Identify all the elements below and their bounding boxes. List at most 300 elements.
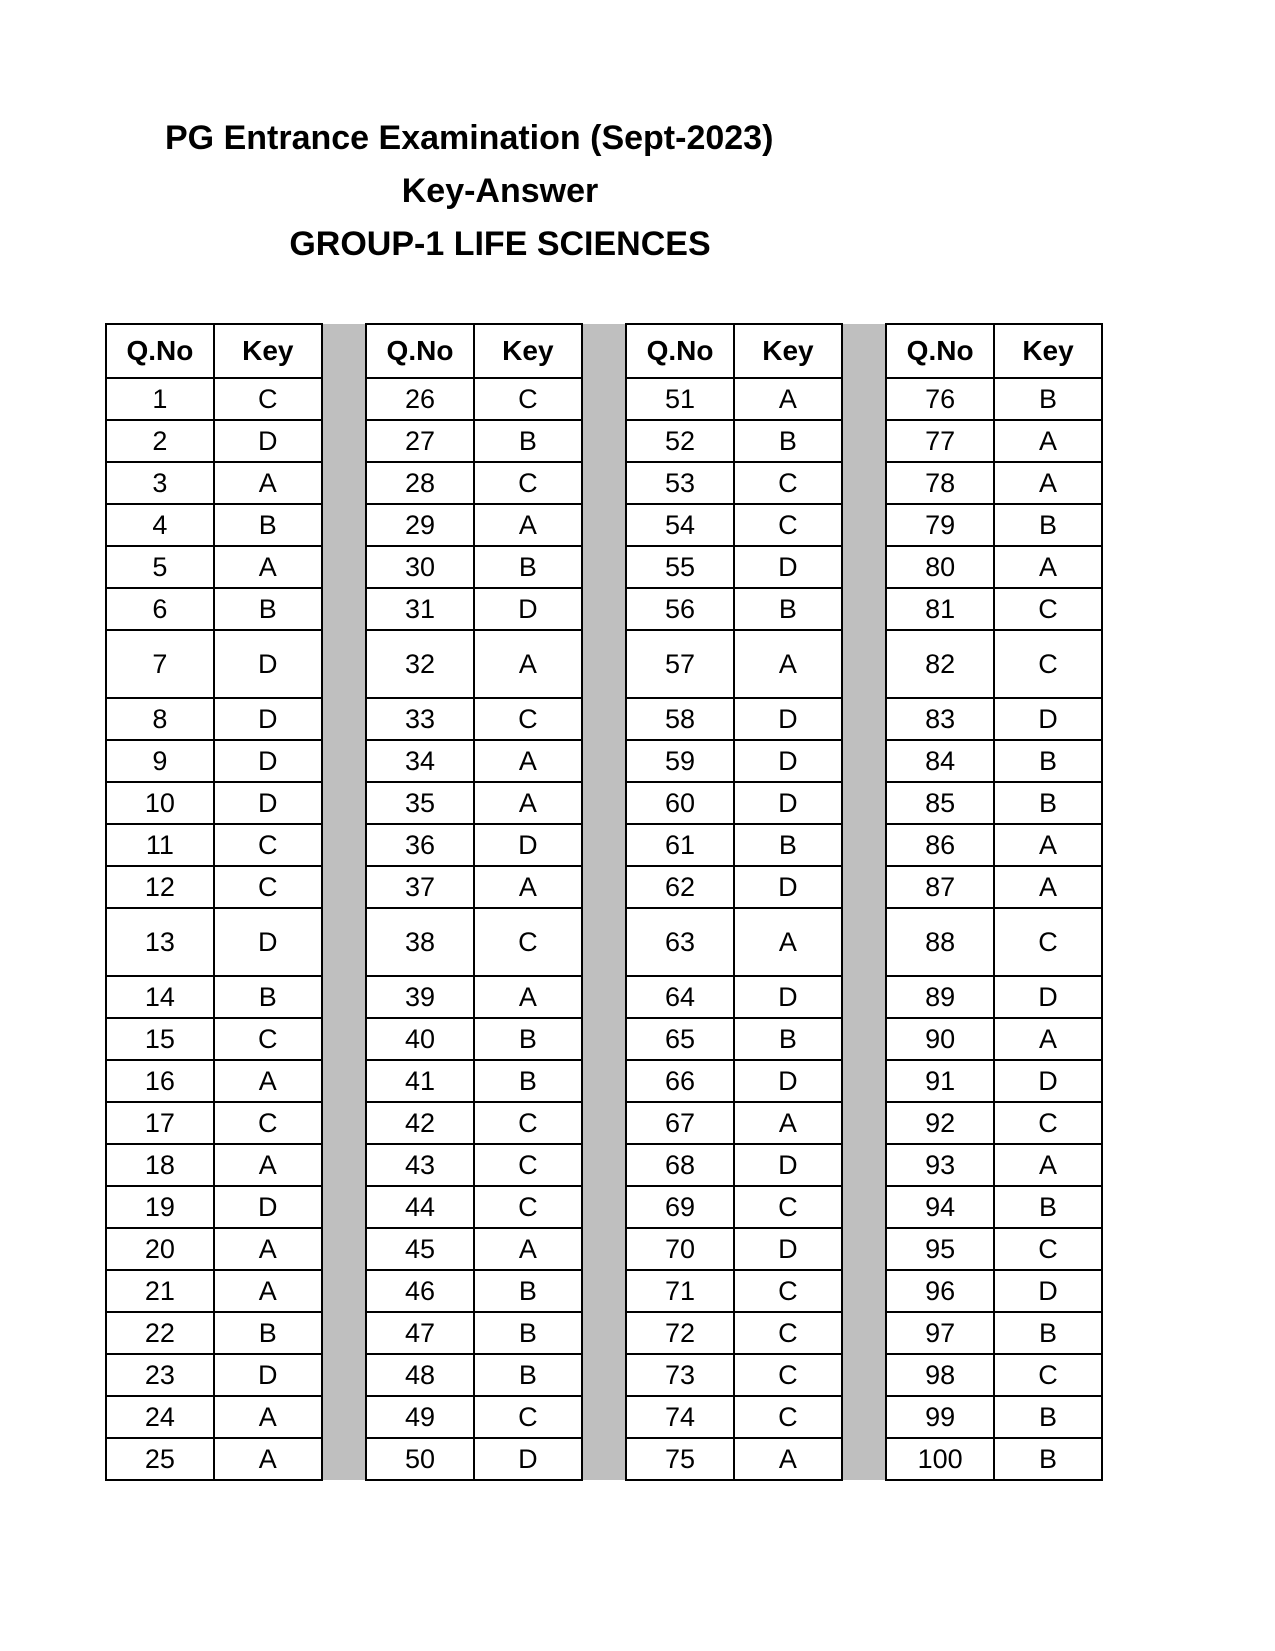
answer-key-cell: C [474,462,582,504]
column-gap [582,1144,626,1186]
column-gap [582,1018,626,1060]
question-number-cell: 59 [626,740,734,782]
column-gap [322,1354,366,1396]
question-number-cell: 72 [626,1312,734,1354]
question-number-cell: 57 [626,630,734,698]
answer-key-cell: B [994,1186,1102,1228]
answer-key-cell: D [214,1186,322,1228]
question-number-cell: 99 [886,1396,994,1438]
column-gap [322,740,366,782]
column-header-qno: Q.No [886,324,994,378]
answer-key-cell: D [734,866,842,908]
answer-key-cell: B [474,1312,582,1354]
question-number-cell: 32 [366,630,474,698]
question-number-cell: 24 [106,1396,214,1438]
answer-key-cell: A [214,1396,322,1438]
question-number-cell: 97 [886,1312,994,1354]
question-number-cell: 15 [106,1018,214,1060]
column-gap [322,324,366,378]
table-row [106,630,1102,698]
question-number-cell: 27 [366,420,474,462]
question-number-cell: 56 [626,588,734,630]
question-number-cell: 19 [106,1186,214,1228]
answer-key-cell: A [994,462,1102,504]
question-number-cell: 91 [886,1060,994,1102]
column-gap [842,698,886,740]
answer-key-cell: A [474,1228,582,1270]
column-gap [582,324,626,378]
answer-key-cell: A [474,866,582,908]
column-gap [322,1438,366,1480]
question-number-cell: 67 [626,1102,734,1144]
question-number-cell: 8 [106,698,214,740]
answer-key-cell: D [734,1144,842,1186]
column-gap [322,1186,366,1228]
answer-key-cell: A [734,378,842,420]
answer-key-cell: A [214,1270,322,1312]
table-row [106,546,1102,588]
column-gap [842,740,886,782]
question-number-cell: 75 [626,1438,734,1480]
table-header-row [106,324,1102,378]
column-gap [582,1228,626,1270]
column-header-key: Key [994,324,1102,378]
question-number-cell: 11 [106,824,214,866]
answer-key-cell: C [734,1270,842,1312]
question-number-cell: 83 [886,698,994,740]
answer-key-cell: A [734,1438,842,1480]
answer-key-cell: B [994,782,1102,824]
question-number-cell: 41 [366,1060,474,1102]
question-number-cell: 71 [626,1270,734,1312]
table-row [106,588,1102,630]
answer-key-cell: C [734,1312,842,1354]
column-gap [582,782,626,824]
column-gap [582,420,626,462]
table-row [106,1354,1102,1396]
column-gap [322,504,366,546]
document-subtitle: Key-Answer [401,172,599,210]
question-number-cell: 42 [366,1102,474,1144]
question-number-cell: 37 [366,866,474,908]
table-row [106,1396,1102,1438]
question-number-cell: 95 [886,1228,994,1270]
column-gap [582,1186,626,1228]
question-number-cell: 74 [626,1396,734,1438]
table-row [106,866,1102,908]
question-number-cell: 92 [886,1102,994,1144]
column-gap [322,462,366,504]
answer-key-cell: B [474,1060,582,1102]
column-gap [582,1354,626,1396]
column-gap [582,740,626,782]
document-header [0,0,1275,300]
question-number-cell: 25 [106,1438,214,1480]
column-gap [842,1270,886,1312]
answer-key-cell: C [994,908,1102,976]
answer-key-cell: C [734,462,842,504]
question-number-cell: 36 [366,824,474,866]
column-gap [582,588,626,630]
answer-key-cell: D [474,588,582,630]
column-header-qno: Q.No [626,324,734,378]
question-number-cell: 65 [626,1018,734,1060]
answer-key-cell: D [214,740,322,782]
question-number-cell: 86 [886,824,994,866]
table-row [106,1060,1102,1102]
answer-key-cell: A [214,1228,322,1270]
question-number-cell: 54 [626,504,734,546]
answer-key-cell: A [214,1060,322,1102]
answer-key-cell: D [474,1438,582,1480]
answer-key-cell: C [734,504,842,546]
answer-key-cell: B [994,378,1102,420]
table-row [106,1228,1102,1270]
group-title: GROUP-1 LIFE SCIENCES [289,225,711,263]
answer-key-cell: D [734,546,842,588]
column-gap [582,630,626,698]
answer-key-cell: D [474,824,582,866]
column-gap [582,1438,626,1480]
question-number-cell: 48 [366,1354,474,1396]
question-number-cell: 58 [626,698,734,740]
answer-key-cell: B [994,1438,1102,1480]
column-gap [322,378,366,420]
question-number-cell: 1 [106,378,214,420]
answer-key-cell: A [214,1438,322,1480]
column-gap [582,504,626,546]
answer-key-cell: C [734,1354,842,1396]
answer-key-cell: A [994,866,1102,908]
answer-key-cell: D [994,976,1102,1018]
question-number-cell: 64 [626,976,734,1018]
column-gap [582,976,626,1018]
answer-key-cell: B [474,546,582,588]
answer-key-cell: B [734,588,842,630]
answer-key-cell: C [474,1102,582,1144]
answer-key-cell: A [994,420,1102,462]
question-number-cell: 70 [626,1228,734,1270]
question-number-cell: 33 [366,698,474,740]
column-gap [322,824,366,866]
question-number-cell: 18 [106,1144,214,1186]
question-number-cell: 85 [886,782,994,824]
question-number-cell: 84 [886,740,994,782]
column-gap [842,546,886,588]
question-number-cell: 68 [626,1144,734,1186]
table-row [106,782,1102,824]
answer-key-cell: B [474,1270,582,1312]
question-number-cell: 3 [106,462,214,504]
table-row [106,420,1102,462]
column-gap [842,1060,886,1102]
answer-key-cell: B [214,588,322,630]
answer-key-cell: D [214,698,322,740]
column-gap [582,1396,626,1438]
answer-key-table [105,323,1103,1481]
answer-key-cell: B [214,1312,322,1354]
answer-key-cell: C [214,824,322,866]
question-number-cell: 40 [366,1018,474,1060]
question-number-cell: 46 [366,1270,474,1312]
question-number-cell: 43 [366,1144,474,1186]
column-gap [842,324,886,378]
answer-key-cell: B [734,1018,842,1060]
question-number-cell: 52 [626,420,734,462]
answer-key-cell: A [474,504,582,546]
question-number-cell: 45 [366,1228,474,1270]
answer-key-cell: D [214,630,322,698]
answer-key-cell: C [474,1396,582,1438]
answer-key-cell: D [994,698,1102,740]
table-row [106,1144,1102,1186]
question-number-cell: 51 [626,378,734,420]
answer-key-cell: B [734,824,842,866]
column-gap [322,782,366,824]
answer-key-cell: C [214,866,322,908]
question-number-cell: 23 [106,1354,214,1396]
column-gap [842,866,886,908]
exam-title: PG Entrance Examination (Sept-2023) [165,119,774,157]
answer-key-cell: B [214,976,322,1018]
question-number-cell: 14 [106,976,214,1018]
answer-key-cell: B [474,420,582,462]
question-number-cell: 26 [366,378,474,420]
question-number-cell: 30 [366,546,474,588]
column-gap [842,1312,886,1354]
question-number-cell: 6 [106,588,214,630]
question-number-cell: 7 [106,630,214,698]
question-number-cell: 87 [886,866,994,908]
answer-key-cell: C [474,1144,582,1186]
column-header-qno: Q.No [366,324,474,378]
question-number-cell: 35 [366,782,474,824]
question-number-cell: 5 [106,546,214,588]
column-gap [842,1144,886,1186]
column-gap [842,462,886,504]
column-gap [582,1102,626,1144]
answer-key-cell: C [474,378,582,420]
column-gap [842,908,886,976]
answer-key-table-container [105,323,1103,1481]
table-row [106,908,1102,976]
answer-key-cell: A [214,546,322,588]
question-number-cell: 77 [886,420,994,462]
answer-key-cell: C [474,698,582,740]
question-number-cell: 63 [626,908,734,976]
question-number-cell: 20 [106,1228,214,1270]
column-gap [842,588,886,630]
question-number-cell: 12 [106,866,214,908]
question-number-cell: 66 [626,1060,734,1102]
question-number-cell: 50 [366,1438,474,1480]
answer-key-cell: A [474,976,582,1018]
question-number-cell: 34 [366,740,474,782]
answer-key-cell: D [734,740,842,782]
column-gap [842,782,886,824]
question-number-cell: 53 [626,462,734,504]
column-gap [322,698,366,740]
question-number-cell: 88 [886,908,994,976]
column-gap [322,908,366,976]
answer-key-cell: B [474,1354,582,1396]
answer-key-cell: B [994,1396,1102,1438]
answer-key-cell: A [474,630,582,698]
question-number-cell: 31 [366,588,474,630]
answer-key-cell: B [474,1018,582,1060]
column-gap [582,698,626,740]
answer-key-cell: D [214,420,322,462]
answer-key-cell: B [994,504,1102,546]
column-gap [322,976,366,1018]
answer-key-cell: C [734,1396,842,1438]
column-gap [582,1270,626,1312]
question-number-cell: 96 [886,1270,994,1312]
column-gap [582,1312,626,1354]
table-row [106,378,1102,420]
column-gap [322,1102,366,1144]
column-gap [322,420,366,462]
answer-key-cell: A [214,1144,322,1186]
answer-key-cell: D [214,782,322,824]
answer-key-cell: D [214,908,322,976]
answer-key-cell: B [214,504,322,546]
answer-key-cell: B [994,1312,1102,1354]
answer-key-cell: A [994,546,1102,588]
question-number-cell: 17 [106,1102,214,1144]
answer-key-cell: A [734,630,842,698]
answer-key-cell: A [994,824,1102,866]
table-row [106,1018,1102,1060]
column-gap [582,1060,626,1102]
column-gap [322,1144,366,1186]
question-number-cell: 28 [366,462,474,504]
question-number-cell: 9 [106,740,214,782]
table-body [106,378,1102,1480]
answer-key-cell: A [734,1102,842,1144]
question-number-cell: 94 [886,1186,994,1228]
question-number-cell: 62 [626,866,734,908]
question-number-cell: 29 [366,504,474,546]
question-number-cell: 98 [886,1354,994,1396]
answer-key-cell: D [734,698,842,740]
question-number-cell: 81 [886,588,994,630]
column-gap [842,1438,886,1480]
column-header-key: Key [734,324,842,378]
question-number-cell: 69 [626,1186,734,1228]
answer-key-cell: A [994,1144,1102,1186]
table-row [106,740,1102,782]
question-number-cell: 21 [106,1270,214,1312]
table-row [106,462,1102,504]
column-gap [582,378,626,420]
table-row [106,1312,1102,1354]
answer-key-cell: B [734,420,842,462]
column-gap [842,504,886,546]
answer-key-cell: C [474,908,582,976]
answer-key-cell: A [214,462,322,504]
answer-key-cell: C [994,1228,1102,1270]
question-number-cell: 55 [626,546,734,588]
column-gap [842,1228,886,1270]
question-number-cell: 93 [886,1144,994,1186]
column-gap [842,1018,886,1060]
column-gap [322,546,366,588]
question-number-cell: 89 [886,976,994,1018]
question-number-cell: 44 [366,1186,474,1228]
question-number-cell: 60 [626,782,734,824]
answer-key-cell: C [474,1186,582,1228]
table-row [106,698,1102,740]
question-number-cell: 61 [626,824,734,866]
table-row [106,1186,1102,1228]
answer-key-cell: D [734,782,842,824]
question-number-cell: 16 [106,1060,214,1102]
question-number-cell: 47 [366,1312,474,1354]
answer-key-cell: D [734,976,842,1018]
answer-key-cell: C [214,1102,322,1144]
question-number-cell: 49 [366,1396,474,1438]
column-gap [842,976,886,1018]
column-gap [582,462,626,504]
answer-key-cell: D [994,1270,1102,1312]
answer-key-cell: D [734,1228,842,1270]
question-number-cell: 4 [106,504,214,546]
question-number-cell: 76 [886,378,994,420]
column-gap [842,1396,886,1438]
question-number-cell: 80 [886,546,994,588]
column-header-key: Key [214,324,322,378]
table-row [106,1102,1102,1144]
question-number-cell: 78 [886,462,994,504]
answer-key-cell: A [474,782,582,824]
question-number-cell: 38 [366,908,474,976]
answer-key-cell: D [214,1354,322,1396]
question-number-cell: 22 [106,1312,214,1354]
table-row [106,1438,1102,1480]
column-gap [322,1396,366,1438]
column-gap [842,630,886,698]
column-gap [582,824,626,866]
column-gap [842,420,886,462]
question-number-cell: 39 [366,976,474,1018]
column-gap [842,378,886,420]
table-row [106,504,1102,546]
column-gap [842,824,886,866]
column-gap [322,630,366,698]
column-gap [842,1102,886,1144]
question-number-cell: 82 [886,630,994,698]
answer-key-cell: C [994,630,1102,698]
table-row [106,1270,1102,1312]
question-number-cell: 2 [106,420,214,462]
table-row [106,976,1102,1018]
answer-key-cell: C [994,1354,1102,1396]
column-gap [582,546,626,588]
answer-key-cell: A [474,740,582,782]
column-gap [582,908,626,976]
answer-key-cell: D [734,1060,842,1102]
answer-key-cell: C [214,378,322,420]
question-number-cell: 100 [886,1438,994,1480]
question-number-cell: 79 [886,504,994,546]
question-number-cell: 73 [626,1354,734,1396]
question-number-cell: 10 [106,782,214,824]
answer-key-cell: C [994,1102,1102,1144]
table-row [106,824,1102,866]
column-gap [322,1228,366,1270]
answer-key-cell: D [994,1060,1102,1102]
